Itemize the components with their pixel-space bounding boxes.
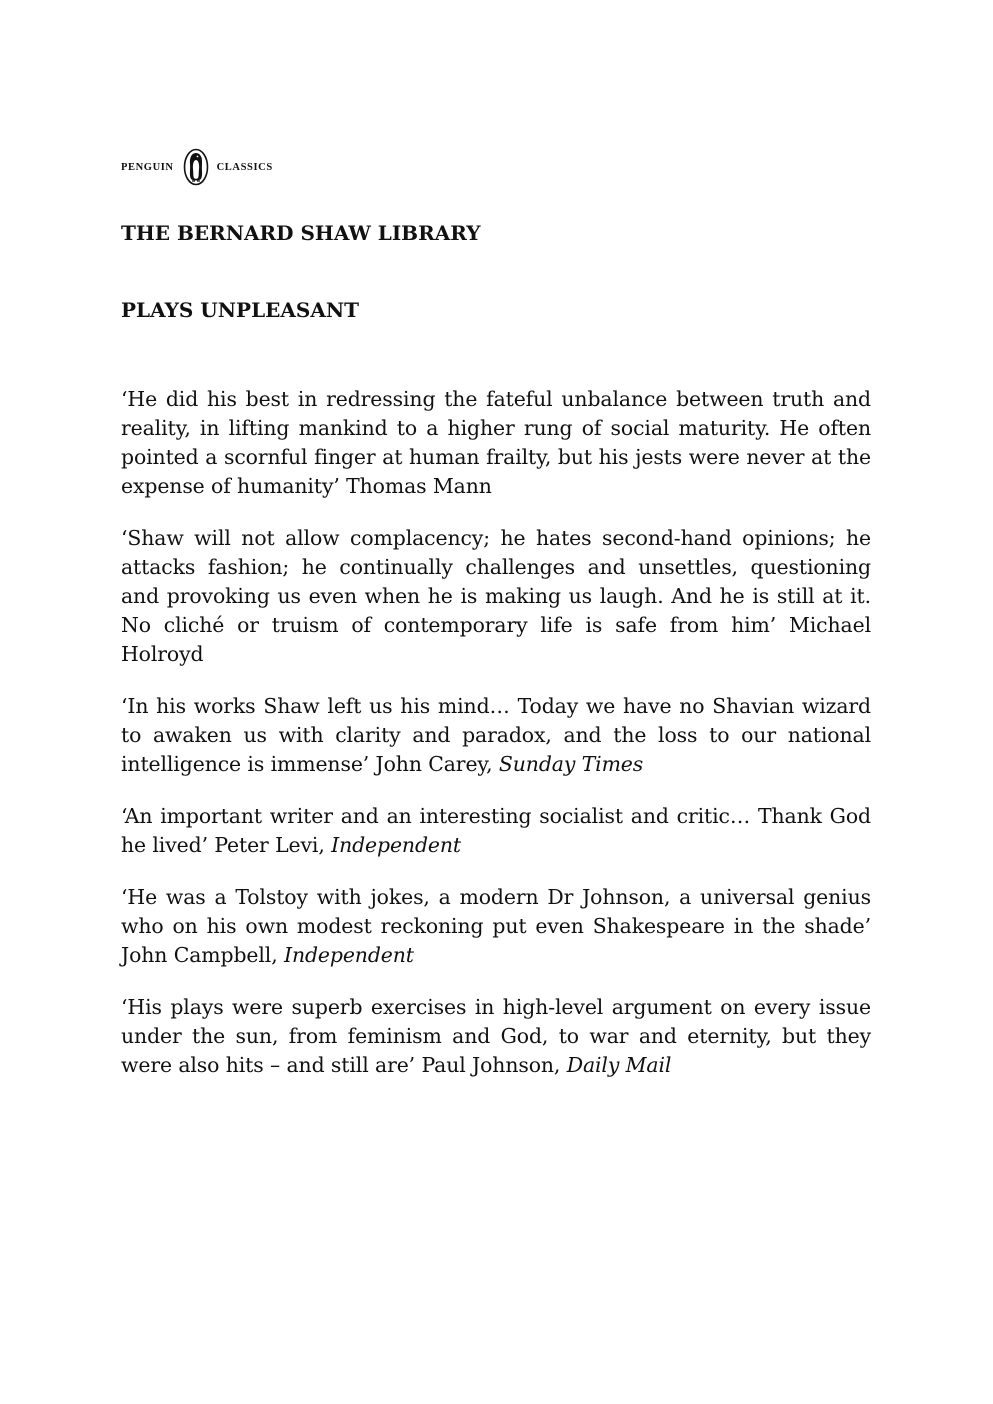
- logo-left-text: PENGUIN: [121, 161, 174, 173]
- publisher-logo: [121, 148, 273, 186]
- quote-text: ‘He did his best in redressing the fateful unbalance between truth and reality, in lifting mankind to a higher rung of social maturity. He often pointed a scornful finger at human frailty, but his jests were never at the expense of humanity’ Thomas Mann: [121, 387, 871, 498]
- quote-6: [121, 993, 871, 1080]
- quote-source: Independent: [283, 943, 414, 967]
- penguin-icon: [183, 148, 209, 186]
- quote-3: [121, 692, 871, 779]
- quote-text: ‘Shaw will not allow complacency; he hates second-hand opinions; he attacks fashion; he continually challenges and unsettles, questioning and provoking us even when he is making us laugh. And he is still at it. No cliché or truism of contemporary life is safe from him’ Michael Holroyd: [121, 526, 871, 666]
- logo-right-text: CLASSICS: [216, 161, 273, 173]
- quote-text: ‘In his works Shaw left us his mind… Today we have no Shavian wizard to awaken us with clarity and paradox, and the loss to our national intelligence is immense’ John Carey,: [121, 694, 871, 776]
- quote-2: [121, 524, 871, 669]
- quote-4: [121, 802, 871, 860]
- quote-text: ‘He was a Tolstoy with jokes, a modern Dr Johnson, a universal genius who on his own modest reckoning put even Shakespeare in the shade’ John Campbell,: [121, 885, 871, 967]
- quote-source: Sunday Times: [498, 752, 644, 776]
- quote-text: ‘His plays were superb exercises in high-level argument on every issue under the sun, from feminism and God, to war and eternity, but they were also hits – and still are’ Paul Johnson,: [121, 995, 871, 1077]
- quote-5: [121, 883, 871, 970]
- review-quotes: [121, 385, 871, 1103]
- quote-source: Daily Mail: [566, 1053, 672, 1077]
- book-title: PLAYS UNPLEASANT: [121, 298, 360, 322]
- quote-1: [121, 385, 871, 501]
- quote-source: Independent: [331, 833, 462, 857]
- series-title: THE BERNARD SHAW LIBRARY: [121, 221, 481, 245]
- quote-text: ‘An important writer and an interesting socialist and critic… Thank God he lived’ Peter Levi,: [121, 804, 871, 857]
